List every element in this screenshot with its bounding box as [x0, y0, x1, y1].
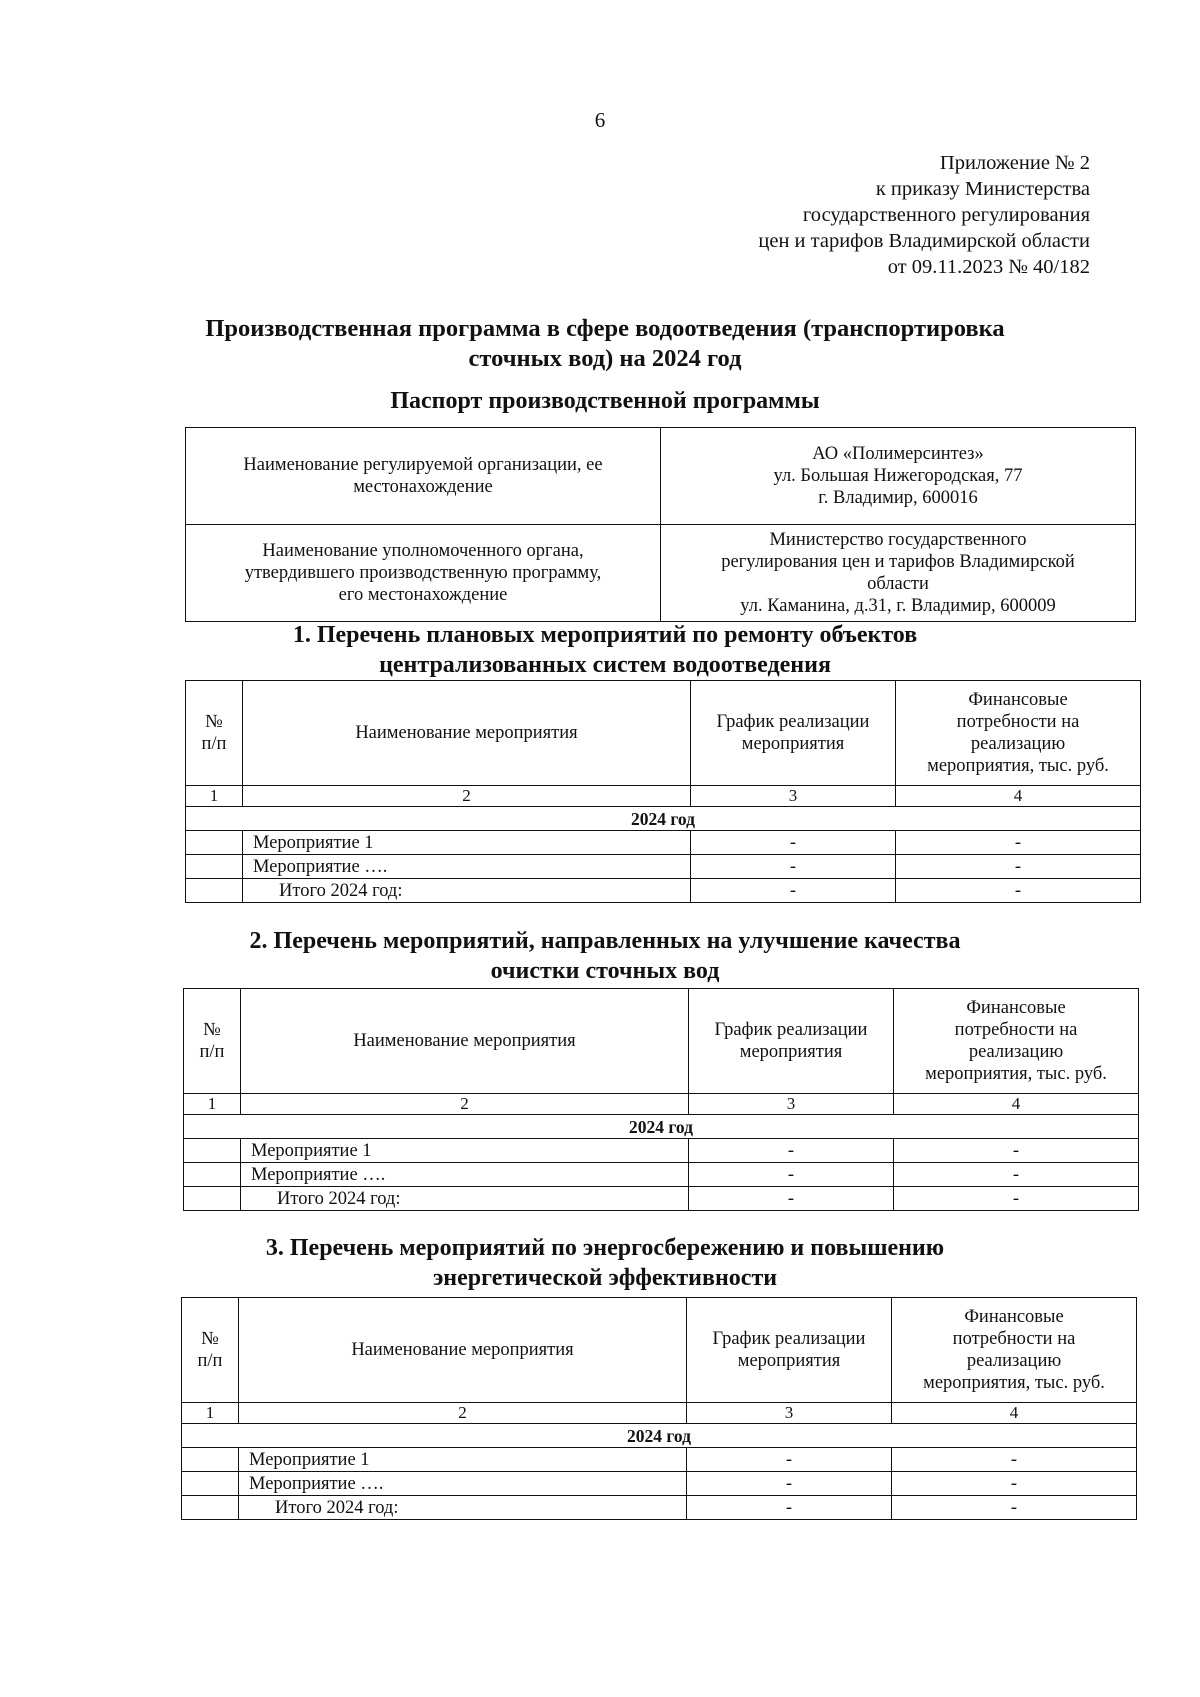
page-number: 6: [594, 108, 606, 132]
passport-value: [661, 428, 1136, 525]
section-2-title: [160, 926, 1050, 986]
cell-text-line: График реализации: [716, 712, 870, 732]
appendix-line: от 09.11.2023 № 40/182: [887, 256, 1090, 278]
passport-value-line: ул. Каманина, д.31, г. Владимир, 600009: [740, 596, 1056, 616]
total-label: Итого 2024 год:: [243, 879, 691, 903]
cell-text-line: мероприятия, тыс. руб.: [923, 1373, 1105, 1393]
row-number: [184, 1139, 241, 1163]
row-number: [182, 1496, 239, 1520]
table-row: [186, 831, 1141, 855]
header-cell-schedule: [689, 989, 894, 1094]
passport-value-line: г. Владимир, 600016: [818, 488, 978, 508]
header-cell-finance: [894, 989, 1139, 1094]
passport-value-line: АО «Полимерсинтез»: [812, 444, 984, 464]
passport-value: [661, 525, 1136, 622]
column-number: 2: [243, 786, 691, 807]
total-finance: -: [896, 879, 1141, 903]
row-number: [182, 1448, 239, 1472]
cell-text-line: Финансовые: [964, 1307, 1064, 1327]
header-cell-number: [186, 681, 243, 786]
total-row: [186, 879, 1141, 903]
row-schedule: -: [689, 1163, 894, 1187]
total-schedule: -: [687, 1496, 892, 1520]
column-number-row: [184, 1094, 1139, 1115]
document-title: [160, 314, 1050, 374]
cell-text-line: Наименование мероприятия: [355, 723, 578, 743]
header-cell-name: [239, 1298, 687, 1403]
passport-value-line: области: [867, 574, 929, 594]
column-number: 4: [896, 786, 1141, 807]
row-number: [184, 1187, 241, 1211]
cell-text-line: №: [203, 1020, 221, 1040]
column-number-row: [186, 786, 1141, 807]
row-number: [186, 831, 243, 855]
row-schedule: -: [687, 1448, 892, 1472]
cell-text-line: №: [205, 712, 223, 732]
appendix-line: цен и тарифов Владимирской области: [758, 230, 1090, 252]
total-finance: -: [894, 1187, 1139, 1211]
passport-label: [186, 428, 661, 525]
section-title-line: 1. Перечень плановых мероприятий по ремонту объектов: [292, 622, 918, 648]
cell-text-line: п/п: [197, 1351, 223, 1371]
total-row: [184, 1187, 1139, 1211]
row-finance: -: [896, 855, 1141, 879]
passport-title: Паспорт производственной программы: [390, 388, 820, 414]
table-row: [184, 1163, 1139, 1187]
row-name: Мероприятие 1: [239, 1448, 687, 1472]
row-finance: -: [896, 831, 1141, 855]
section-1-table: [185, 680, 1141, 903]
cell-text-line: потребности на: [952, 1329, 1076, 1349]
row-number: [186, 879, 243, 903]
section-3-table: [181, 1297, 1137, 1520]
cell-text-line: Наименование мероприятия: [351, 1340, 574, 1360]
section-1-title: [160, 620, 1050, 680]
cell-text-line: мероприятия: [741, 734, 845, 754]
passport-label: [186, 525, 661, 622]
header-cell-finance: [892, 1298, 1137, 1403]
year-label: 2024 год: [186, 807, 1141, 831]
cell-text-line: мероприятия, тыс. руб.: [927, 756, 1109, 776]
row-name: Мероприятие 1: [243, 831, 691, 855]
cell-text-line: График реализации: [712, 1329, 866, 1349]
total-schedule: -: [689, 1187, 894, 1211]
row-schedule: -: [689, 1139, 894, 1163]
passport-value-line: регулирования цен и тарифов Владимирской: [721, 552, 1075, 572]
row-finance: -: [892, 1448, 1137, 1472]
cell-text-line: п/п: [199, 1042, 225, 1062]
table-row: [186, 855, 1141, 879]
appendix-block: [758, 150, 1090, 280]
column-number: 3: [689, 1094, 894, 1115]
passport-table: [185, 427, 1136, 622]
section-title-line: очистки сточных вод: [490, 958, 720, 984]
section-2-table: [183, 988, 1139, 1211]
cell-text-line: п/п: [201, 734, 227, 754]
cell-text-line: Финансовые: [966, 998, 1066, 1018]
passport-value-line: ул. Большая Нижегородская, 77: [773, 466, 1023, 486]
cell-text-line: реализацию: [968, 1042, 1064, 1062]
header-cell-schedule: [687, 1298, 892, 1403]
passport-label-line: утвердившего производственную программу,: [244, 563, 602, 583]
row-number: [184, 1163, 241, 1187]
total-schedule: -: [691, 879, 896, 903]
row-finance: -: [894, 1139, 1139, 1163]
table-header-row: [186, 681, 1141, 786]
table-row: [182, 1448, 1137, 1472]
row-name: Мероприятие ….: [241, 1163, 689, 1187]
column-number: 2: [241, 1094, 689, 1115]
row-finance: -: [892, 1472, 1137, 1496]
row-schedule: -: [687, 1472, 892, 1496]
row-number: [182, 1472, 239, 1496]
year-label: 2024 год: [184, 1115, 1139, 1139]
year-label: 2024 год: [182, 1424, 1137, 1448]
column-number: 1: [186, 786, 243, 807]
column-number: 4: [892, 1403, 1137, 1424]
appendix-line: государственного регулирования: [802, 204, 1090, 226]
total-label: Итого 2024 год:: [239, 1496, 687, 1520]
table-row: [182, 1472, 1137, 1496]
cell-text-line: мероприятия: [739, 1042, 843, 1062]
row-name: Мероприятие 1: [241, 1139, 689, 1163]
header-cell-finance: [896, 681, 1141, 786]
table-row: [184, 1139, 1139, 1163]
passport-label-line: местонахождение: [353, 477, 493, 497]
total-finance: -: [892, 1496, 1137, 1520]
appendix-line: к приказу Министерства: [875, 178, 1090, 200]
column-number: 2: [239, 1403, 687, 1424]
passport-row: [186, 525, 1136, 622]
cell-text-line: потребности на: [956, 712, 1080, 732]
cell-text-line: мероприятия: [737, 1351, 841, 1371]
year-row: [186, 807, 1141, 831]
column-number: 3: [687, 1403, 892, 1424]
cell-text-line: График реализации: [714, 1020, 868, 1040]
passport-label-line: его местонахождение: [338, 585, 508, 605]
year-row: [184, 1115, 1139, 1139]
row-number: [186, 855, 243, 879]
table-header-row: [182, 1298, 1137, 1403]
passport-label-line: Наименование уполномоченного органа,: [262, 541, 584, 561]
cell-text-line: Финансовые: [968, 690, 1068, 710]
passport-row: [186, 428, 1136, 525]
header-cell-number: [184, 989, 241, 1094]
section-title-line: 3. Перечень мероприятий по энергосбережению и повышению: [265, 1235, 945, 1261]
row-name: Мероприятие ….: [239, 1472, 687, 1496]
section-title-line: централизованных систем водоотведения: [379, 652, 831, 678]
section-title-line: энергетической эффективности: [432, 1265, 778, 1291]
passport-label-line: Наименование регулируемой организации, ее: [243, 455, 603, 475]
column-number-row: [182, 1403, 1137, 1424]
section-3-title: [160, 1233, 1050, 1293]
row-finance: -: [894, 1163, 1139, 1187]
cell-text-line: потребности на: [954, 1020, 1078, 1040]
header-cell-schedule: [691, 681, 896, 786]
column-number: 4: [894, 1094, 1139, 1115]
column-number: 3: [691, 786, 896, 807]
header-cell-name: [241, 989, 689, 1094]
section-title-line: 2. Перечень мероприятий, направленных на улучшение качества: [249, 928, 961, 954]
cell-text-line: Наименование мероприятия: [353, 1031, 576, 1051]
total-label: Итого 2024 год:: [241, 1187, 689, 1211]
document-title-line: Производственная программа в сфере водоотведения (транспортировка: [205, 315, 1005, 342]
column-number: 1: [182, 1403, 239, 1424]
appendix-line: Приложение № 2: [939, 152, 1090, 174]
row-schedule: -: [691, 831, 896, 855]
header-cell-number: [182, 1298, 239, 1403]
passport-value-line: Министерство государственного: [769, 530, 1027, 550]
cell-text-line: №: [201, 1329, 219, 1349]
column-number: 1: [184, 1094, 241, 1115]
header-cell-name: [243, 681, 691, 786]
total-row: [182, 1496, 1137, 1520]
document-title-line: сточных вод) на 2024 год: [468, 345, 742, 372]
cell-text-line: реализацию: [966, 1351, 1062, 1371]
table-header-row: [184, 989, 1139, 1094]
year-row: [182, 1424, 1137, 1448]
row-schedule: -: [691, 855, 896, 879]
cell-text-line: реализацию: [970, 734, 1066, 754]
cell-text-line: мероприятия, тыс. руб.: [925, 1064, 1107, 1084]
row-name: Мероприятие ….: [243, 855, 691, 879]
